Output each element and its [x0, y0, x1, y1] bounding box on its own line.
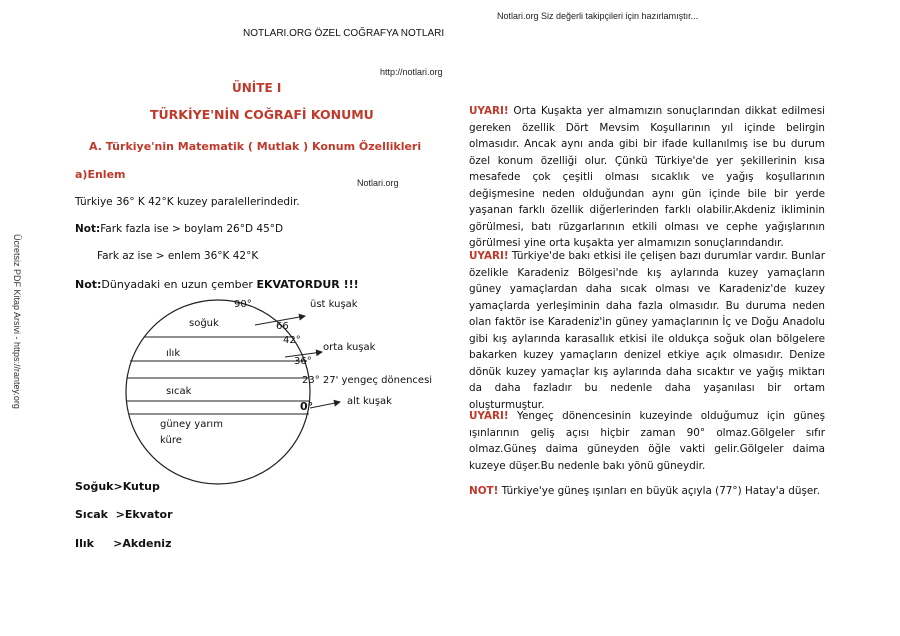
label-orta-kusak: orta kuşak	[323, 342, 376, 353]
note-label: Not:	[75, 278, 102, 291]
label-sicak: sıcak	[166, 386, 192, 397]
climate-zone-diagram	[100, 295, 440, 495]
label-ilik: ılık	[166, 348, 181, 359]
note-text: Fark fazla ise > boylam 26°D 45°D	[100, 223, 284, 235]
warning-text: Orta Kuşakta yer almamızın sonuçlarından dikkat edilmesi gereken özellik Dört Mevsim Koşullarının yıl içinde belirgin olmasıdır. Ancak aynı anda gibi bir ifade kullanılmış ise bu durum özel konum özelliği olur. Çünkü Türkiye'de yer şekillerinin kısa mesafede çok çeşitli olması sıcaklık ve yağış koşullarının değişmesine neden olduğundan aynı gün içinde bile bir yerde yaşanan farklı özellik diğerlerinden farklı olabilir.Akdeniz ikliminin görülmesi, batı rüzgarlarının etkili olması ve cephe yağışlarının görülmesi yine orta kuşakta yer almamızın sonuçlarındandır.	[469, 105, 825, 249]
label-36: 36°	[294, 356, 312, 367]
site-url[interactable]: http://notlari.org	[380, 67, 443, 77]
warning-text: Yengeç dönencesinin kuzeyinde olduğumuz için güneş ışınlarının geliş açısı hiçbir zaman 90° olmaz.Gölgeler sıfır olmaz.Güneş daima güneyden öğle vakti gelir.Gölgeler daima kuzeye düşer.Bu nedenle bakı yönü güneydir.	[469, 410, 825, 472]
warning-paragraph-1	[469, 103, 825, 252]
warning-paragraph-3	[469, 408, 825, 474]
summary-item-soguk: Soğuk>Kutup	[75, 480, 160, 493]
label-42: 42°	[283, 335, 301, 346]
label-kure: küre	[160, 435, 182, 446]
note-text: Dünyadaki en uzun çember	[101, 278, 257, 291]
latitude-line: Türkiye 36° K 42°K kuzey paralellerindedir.	[75, 196, 300, 208]
label-alt-kusak: alt kuşak	[347, 396, 392, 407]
equator-emphasis: EKVATORDUR !!!	[256, 278, 359, 291]
subsection-heading: a)Enlem	[75, 168, 126, 181]
label-ust-kusak: üst kuşak	[310, 299, 358, 310]
page-title: TÜRKİYE'NİN COĞRAFİ KONUMU	[150, 107, 374, 122]
top-right-note: Notlari.org Siz değerli takipçileri için hazırlamıştır...	[497, 11, 699, 21]
warning-paragraph-2	[469, 248, 825, 413]
summary-item-sicak: Sıcak >Ekvator	[75, 508, 173, 521]
unit-title: ÜNİTE I	[232, 81, 282, 95]
note-label: NOT!	[469, 485, 499, 497]
label-90: 90°	[234, 299, 252, 310]
label-yengec: 23° 27' yengeç dönencesi	[302, 375, 433, 386]
watermark: Notlari.org	[357, 178, 399, 188]
summary-item-ilik: Ilık >Akdeniz	[75, 537, 172, 550]
note-1	[75, 223, 283, 235]
note-2	[75, 278, 359, 291]
label-guney-yarim: güney yarım	[160, 419, 223, 430]
note-label: Not:	[75, 223, 101, 235]
section-heading: A. Türkiye'nin Matematik ( Mutlak ) Konum Özellikleri	[89, 140, 422, 153]
site-title: NOTLARI.ORG ÖZEL COĞRAFYA NOTLARI	[243, 28, 445, 39]
note-text: Türkiye'ye güneş ışınları en büyük açıyla (77°) Hatay'a düşer.	[498, 485, 820, 497]
note-paragraph	[469, 483, 825, 500]
side-watermark: Ücretsiz PDF Kitap Arsivi - https://rantey.org	[12, 234, 22, 409]
warning-label: UYARI!	[469, 410, 509, 422]
warning-label: UYARI!	[469, 105, 509, 117]
label-66: 66	[276, 321, 289, 332]
arrow-alt-kusak	[310, 402, 340, 408]
label-0: 0°	[300, 400, 314, 413]
label-soguk: soğuk	[189, 318, 219, 329]
latitude-diff-line: Fark az ise > enlem 36°K 42°K	[97, 250, 259, 262]
warning-text: Türkiye'de bakı etkisi ile çelişen bazı durumlar vardır. Bunlar özelikle Karadeniz Bölgesi'nde kış aylarında kuzey yamaçların güney yamaçlardan daha sıcak olması ve Karadeniz'de kuzey yamaçlarda yerleşiminin daha fazla olmasıdır. Bu duruma neden olan faktör ise Karadeniz'in güney yamaçlarının İç ve Doğu Anadolu gibi kış aylarında karasallık etkisi ile oldukça soğuk olan bölgelere bakarken kuzey yamaçların denizel etkiye açık olmasıdır. Denize dönük kuzey yamaçlar kış aylarında daha sıcaktır ve yağış miktarı da daha fazladır bu nedenle daha yaşanılası bir ortam oluşturmuştur.	[469, 250, 825, 411]
warning-label: UYARI!	[469, 250, 509, 262]
